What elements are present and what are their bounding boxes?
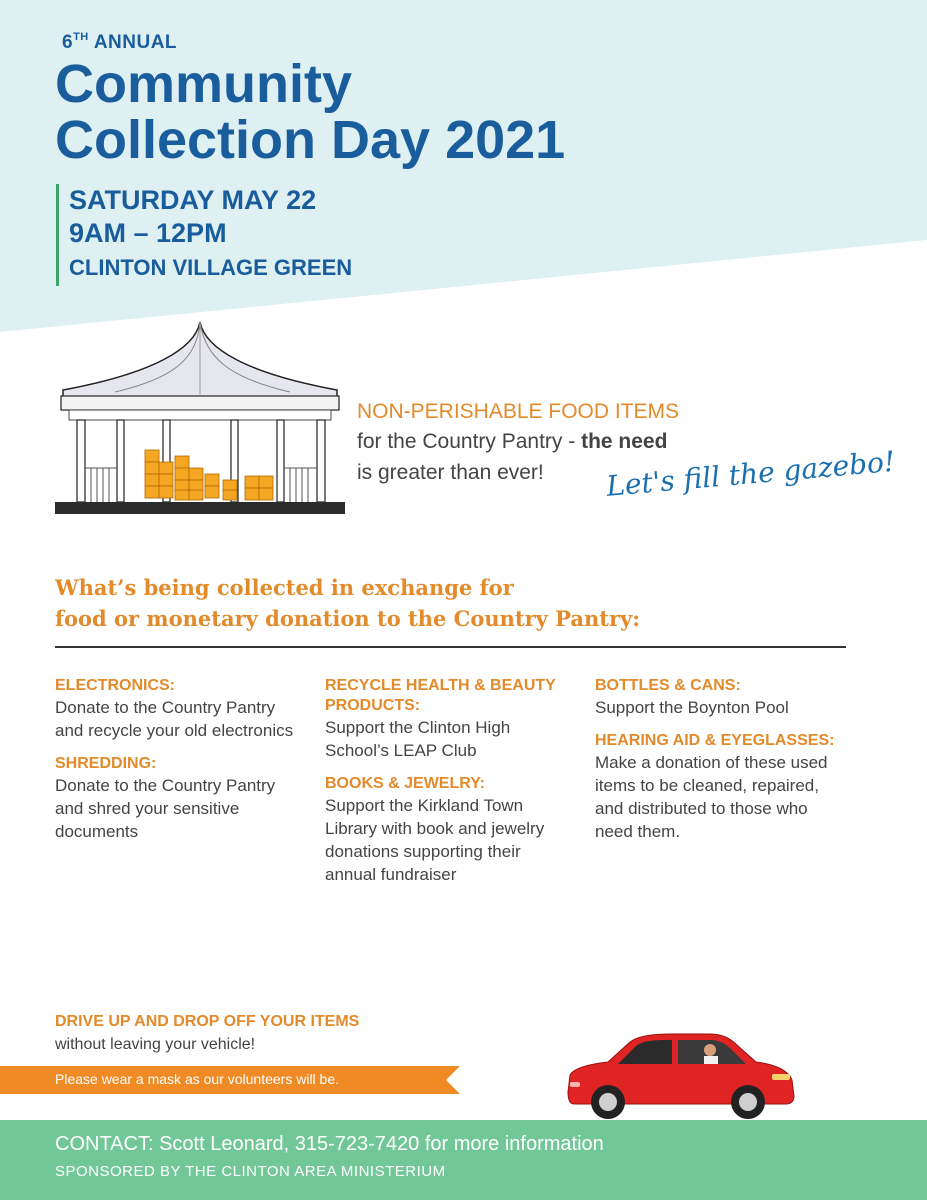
item-text: Support the Clinton High School’s LEAP Club — [325, 718, 511, 760]
title-line-2: Collection Day 2021 — [55, 110, 566, 170]
item-text: Donate to the Country Pantry and recycle your old electronics — [55, 698, 294, 740]
fill-gazebo-script: Let's fill the gazebo! — [605, 444, 897, 503]
footer — [0, 1120, 927, 1200]
item-text: Support the Boynton Pool — [595, 698, 789, 717]
event-venue: CLINTON VILLAGE GREEN — [69, 255, 353, 280]
item-text: Make a donation of these used items to be cleaned, repaired, and distributed to those who need them. — [595, 753, 828, 841]
list-item — [595, 676, 845, 719]
gazebo-illustration — [55, 318, 345, 518]
food-text-line-2: is greater than ever! — [357, 461, 544, 484]
item-title: BOTTLES & CANS: — [595, 677, 741, 694]
item-text: Support the Kirkland Town Library with book and jewelry donations supporting their annual fundraiser — [325, 796, 545, 884]
item-title: RECYCLE HEALTH & BEAUTY PRODUCTS: — [325, 677, 556, 714]
drive-up-text: without leaving your vehicle! — [55, 1036, 256, 1053]
drive-up-title: DRIVE UP AND DROP OFF YOUR ITEMS — [55, 1013, 360, 1030]
car-icon — [560, 1030, 800, 1125]
list-item — [55, 754, 305, 843]
item-title: SHREDDING: — [55, 755, 157, 772]
mask-note: Please wear a mask as our volunteers will be. — [55, 1071, 340, 1087]
page-title — [55, 56, 565, 168]
collection-heading: What’s being collected in exchange for food or monetary donation to the Country Pantry: — [55, 575, 641, 631]
item-title: BOOKS & JEWELRY: — [325, 775, 486, 792]
edition-label: 6TH ANNUAL — [62, 31, 178, 53]
item-text: Donate to the Country Pantry and shred your sensitive documents — [55, 776, 276, 841]
event-time: 9AM – 12PM — [69, 218, 227, 248]
title-line-1: Community — [55, 54, 352, 114]
list-item — [325, 676, 575, 762]
column-3 — [595, 676, 845, 855]
food-text-line-1: for the Country Pantry - the need — [357, 430, 668, 453]
column-1 — [55, 676, 305, 855]
item-title: ELECTRONICS: — [55, 677, 175, 694]
contact-info: CONTACT: Scott Leonard, 315-723-7420 for more information — [55, 1133, 604, 1155]
event-date: SATURDAY MAY 22 — [69, 185, 317, 215]
list-item — [595, 731, 845, 843]
list-item — [55, 676, 305, 742]
divider — [55, 646, 846, 648]
food-heading: NON-PERISHABLE FOOD ITEMS — [357, 400, 680, 423]
event-details — [56, 184, 352, 286]
sponsor-line: SPONSORED BY THE CLINTON AREA MINISTERIUM — [55, 1163, 446, 1180]
list-item — [325, 774, 575, 886]
item-title: HEARING AID & EYEGLASSES: — [595, 732, 835, 749]
column-2 — [325, 676, 575, 898]
